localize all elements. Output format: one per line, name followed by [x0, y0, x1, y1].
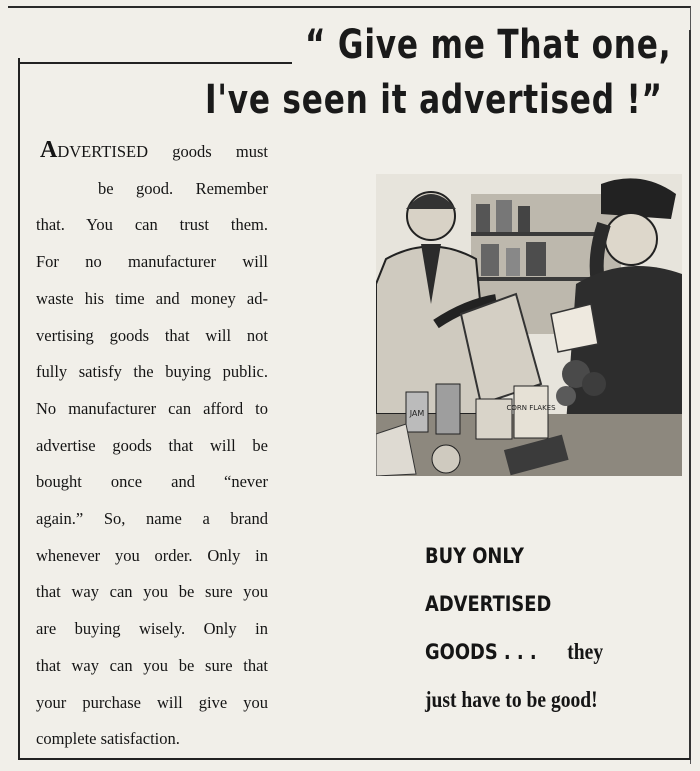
illustration-art — [376, 174, 682, 476]
slogan — [425, 532, 622, 724]
body-line: are buying wisely. Only in — [36, 619, 268, 639]
body-line: whenever you order. Only in — [36, 545, 268, 565]
body-line: again.” So, name a brand — [36, 509, 268, 529]
drop-cap: A — [40, 137, 58, 163]
body-line: that way can you be sure you — [36, 582, 268, 602]
body-line: be good. Remember — [98, 178, 268, 198]
slogan-line-1: BUY ONLY — [425, 544, 524, 568]
headline-rule — [20, 62, 292, 64]
body-line: your purchase will give you — [36, 692, 268, 712]
right-rule — [689, 30, 691, 760]
jar-label: JAM — [409, 409, 425, 418]
body-line: that way can you be sure that — [36, 655, 268, 675]
body-line: complete satisfaction. — [36, 729, 180, 749]
slogan-line-3: GOODS . . . they — [425, 639, 604, 664]
body-line: For no manufacturer will — [36, 252, 268, 272]
package-label: CORN FLAKES — [506, 404, 556, 412]
body-line: vertising goods that will not — [36, 325, 268, 345]
headline-line-1: “ Give me That one, — [305, 22, 672, 68]
left-rule — [18, 58, 20, 758]
slogan-line-2: ADVERTISED — [425, 592, 552, 616]
body-copy — [36, 132, 268, 758]
body-line: fully satisfy the buying public. — [36, 362, 268, 382]
bottom-rule — [18, 758, 690, 760]
body-line: advertise goods that will be — [36, 435, 268, 455]
body-line: No manufacturer can afford to — [36, 398, 268, 418]
headline-line-2: I've seen it advertised !” — [205, 77, 663, 123]
grocer-customer-illustration — [376, 174, 682, 476]
body-line: waste his time and money ad- — [36, 288, 268, 308]
body-line: ADVERTISED goods must — [40, 137, 268, 163]
slogan-line-4: just have to be good! — [425, 687, 598, 712]
body-line: bought once and “never — [36, 472, 268, 492]
body-line: that. You can trust them. — [36, 215, 268, 235]
